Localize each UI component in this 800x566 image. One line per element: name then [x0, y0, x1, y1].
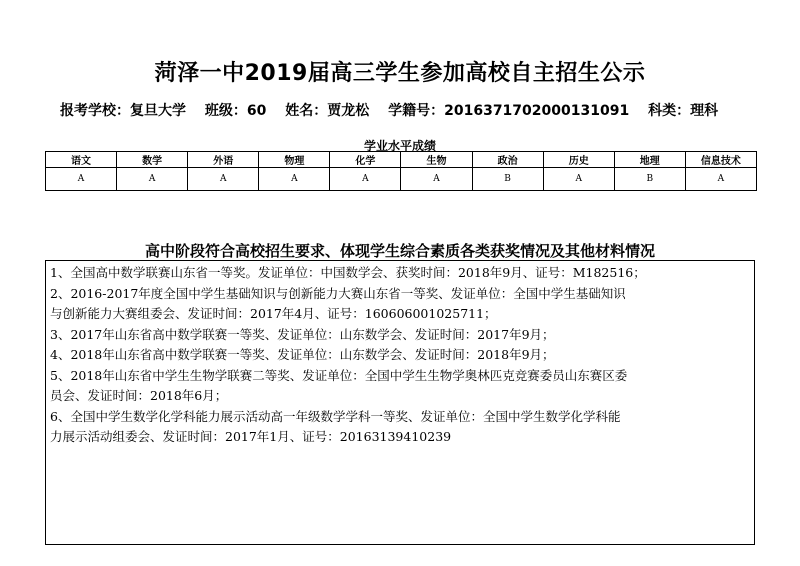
grade-cell: A	[117, 168, 188, 191]
subject-cell: 化学	[330, 152, 401, 168]
student-info	[60, 100, 780, 120]
grades-row	[46, 168, 757, 191]
grade-cell: B	[472, 168, 543, 191]
subject-cell: 历史	[543, 152, 614, 168]
name-field: 姓名：贾龙松	[285, 103, 370, 119]
grade-cell: A	[188, 168, 259, 191]
subject-cell: 外语	[188, 152, 259, 168]
awards-title: 高中阶段符合高校招生要求、体现学生综合素质各类获奖情况及其他材料情况	[144, 242, 655, 260]
award-line: 1、全国高中数学联赛山东省一等奖。发证单位：中国数学会、获奖时间：2018年9月、证号：M182516；	[50, 265, 646, 280]
scores-title: 学业水平成绩	[363, 139, 436, 153]
grade-cell: A	[330, 168, 401, 191]
subject-cell: 生物	[401, 152, 472, 168]
subject-cell: 物理	[259, 152, 330, 168]
grade-cell: A	[46, 168, 117, 191]
subject-cell: 政治	[472, 152, 543, 168]
subject-cell: 信息技术	[685, 152, 756, 168]
page-title: 菏泽一中2019届高三学生参加高校自主招生公示	[154, 61, 646, 86]
track-field: 科类：理科	[648, 103, 719, 119]
grade-cell: A	[401, 168, 472, 191]
award-line: 4、2018年山东省高中数学联赛一等奖、发证单位：山东数学会、发证时间：2018年9月；	[50, 347, 555, 362]
student-id-field: 学籍号：20163717020001310​91	[388, 103, 630, 119]
award-line: 5、2018年山东省中学生生物学联赛二等奖、发证单位：全国中学生生物学奥林匹克竞赛委员山东赛区委	[50, 367, 628, 383]
subject-cell: 数学	[117, 152, 188, 168]
award-line: 力展示活动组委会、发证时间：2017年1月、证号：20163139410239	[50, 429, 452, 444]
grade-cell: B	[614, 168, 685, 191]
subjects-row	[46, 152, 757, 168]
award-line: 2、2016-2017年度全国中学生基础知识与创新能力大赛山东省一等奖、发证单位：全国中学生基础知识	[50, 285, 626, 301]
school-field: 报考学校：复旦大学	[60, 103, 186, 119]
awards-box	[45, 260, 755, 545]
subject-cell: 地理	[614, 152, 685, 168]
award-line: 3、2017年山东省高中数学联赛一等奖、发证单位：山东数学会、发证时间：2017年9月；	[50, 326, 555, 342]
grade-cell: A	[543, 168, 614, 191]
grade-cell: A	[259, 168, 330, 191]
grade-cell: A	[685, 168, 756, 191]
scores-table	[45, 151, 757, 191]
subject-cell: 语文	[46, 152, 117, 168]
award-line: 6、全国中学生数学化学科能力展示活动高一年级数学学科一等奖、发证单位：全国中学生数学化学科能	[50, 408, 621, 424]
class-field: 班级：60	[204, 103, 267, 119]
award-line: 与创新能力大赛组委会、发证时间：2017年4月、证号：160606001025711；	[50, 306, 497, 321]
award-line: 员会、发证时间：2018年6月；	[50, 388, 228, 403]
